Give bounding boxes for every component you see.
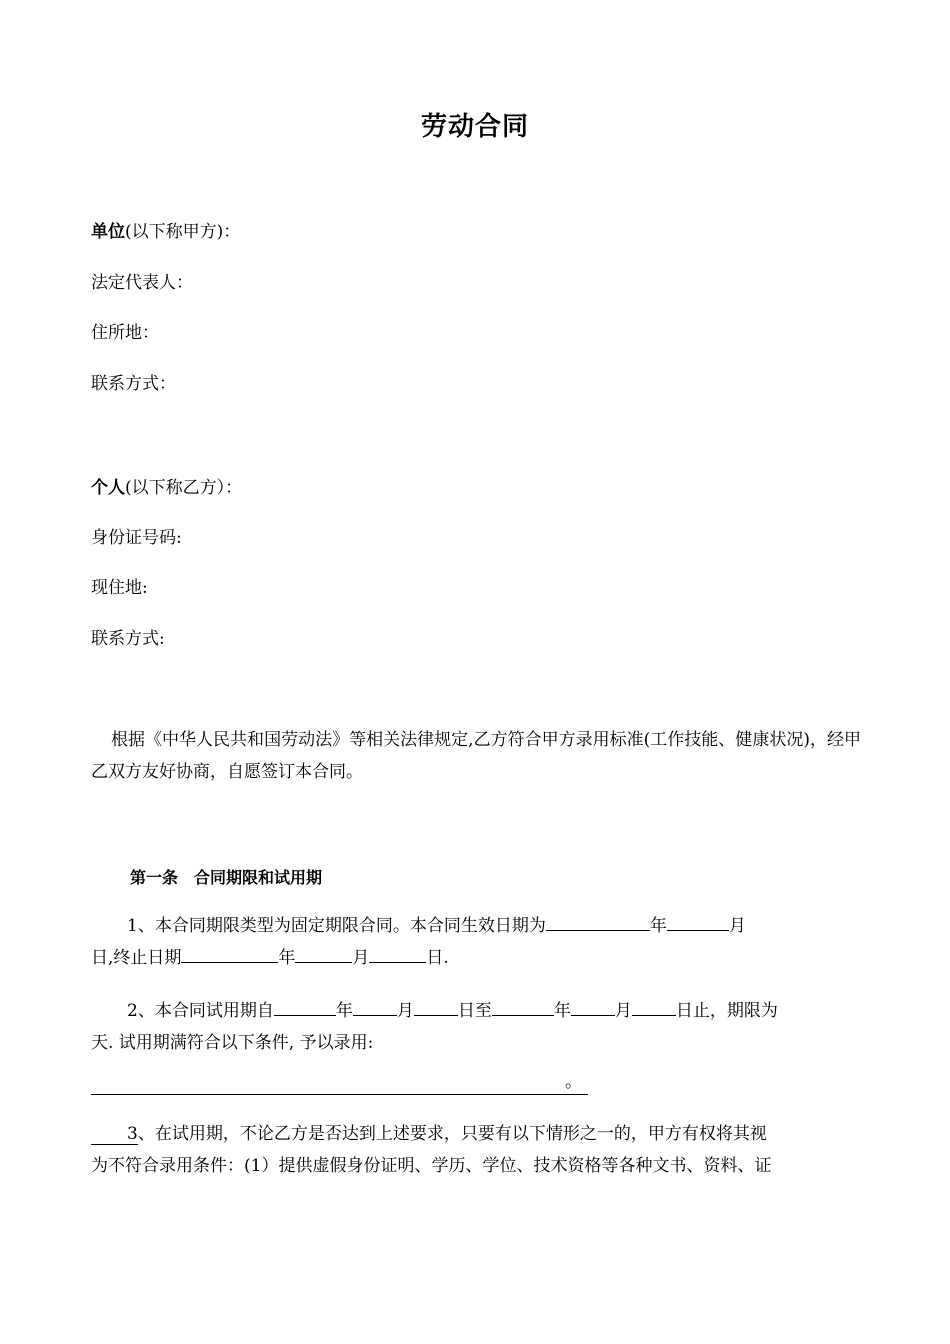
- clause-2-month-label: 月: [396, 1001, 414, 1021]
- clause-2-year-label: 年: [335, 1001, 353, 1021]
- party-a-address: 住所地：: [91, 323, 159, 343]
- party-b-id-number: 身份证号码:: [91, 528, 182, 548]
- clause-1-year-label: 年: [649, 916, 667, 936]
- party-b-contact: 联系方式:: [91, 629, 165, 649]
- clause-1-day2-label: 日.: [426, 948, 449, 968]
- clause-1-month2-label: 月: [352, 948, 370, 968]
- clause-2-year2-label: 年: [553, 1001, 571, 1021]
- clause-2-condition-blank[interactable]: [91, 1070, 588, 1095]
- clause-3: [91, 1118, 861, 1182]
- party-a-contact: 联系方式：: [91, 374, 176, 394]
- clause-2-month2-label: 月: [614, 1001, 632, 1021]
- clause-2-dayto-label: 日至: [457, 1001, 492, 1021]
- blank-trial-start-day[interactable]: [414, 998, 458, 1016]
- clause-2-line-1: [91, 995, 861, 1027]
- party-b-label: 个人: [91, 478, 125, 498]
- party-b-line: [91, 476, 242, 500]
- clause-2-end-label: 日止，期限为: [675, 1001, 778, 1021]
- preamble-paragraph: 根据《中华人民共和国劳动法》等相关法律规定,乙方符合甲方录用标准(工作技能、健康状况)，经甲乙双方友好协商，自愿签订本合同。: [91, 730, 861, 782]
- clause-2-text-a: 2、本合同试用期自: [127, 1001, 274, 1021]
- clause-3-line-2: 为不符合录用条件：(1）提供虚假身份证明、学历、学位、技术资格等各种文书、资料、证: [91, 1156, 772, 1176]
- clause-1-text-b: 日,终止日期: [91, 948, 182, 968]
- blank-start-month[interactable]: [667, 913, 729, 931]
- blank-end-day[interactable]: [369, 945, 426, 963]
- party-a-label: 单位: [91, 222, 125, 242]
- blank-trial-end-month[interactable]: [571, 998, 615, 1016]
- party-b-address: 现住地:: [91, 578, 148, 598]
- blank-trial-end-year[interactable]: [492, 998, 554, 1016]
- clause-1-month-label: 月: [728, 916, 746, 936]
- party-b-label-suffix: (以下称乙方）：: [125, 478, 243, 498]
- document-title: 劳动合同: [420, 112, 529, 142]
- clause-3-line-1: [91, 1118, 861, 1150]
- blank-trial-end-day[interactable]: [632, 998, 676, 1016]
- blank-start-year[interactable]: [546, 913, 650, 931]
- clause-3-number: 3: [91, 1124, 138, 1145]
- clause-2-line-2: 天. 试用期满符合以下条件, 予以录用:: [91, 1033, 374, 1053]
- clause-1-line-1: [91, 910, 861, 942]
- clause-1: [91, 910, 861, 974]
- blank-trial-start-year[interactable]: [274, 998, 336, 1016]
- clause-3-text-a: 、在试用期，不论乙方是否达到上述要求，只要有以下情形之一的，甲方有权将其视: [137, 1124, 767, 1144]
- clause-2: [91, 995, 861, 1059]
- clause-1-text-a: 1、本合同期限类型为固定期限合同。本合同生效日期为: [127, 916, 546, 936]
- blank-trial-start-month[interactable]: [353, 998, 397, 1016]
- clause-1-year2-label: 年: [278, 948, 296, 968]
- party-a-representative: 法定代表人：: [91, 273, 193, 293]
- article-1-heading: 第一条 合同期限和试用期: [130, 868, 323, 887]
- clause-2-line-end: 。: [565, 1072, 582, 1092]
- blank-end-month[interactable]: [295, 945, 352, 963]
- party-a-label-suffix: (以下称甲方)：: [125, 222, 241, 242]
- clause-1-line-2: [91, 942, 861, 974]
- blank-end-year[interactable]: [181, 945, 278, 963]
- party-a-line: [91, 220, 240, 244]
